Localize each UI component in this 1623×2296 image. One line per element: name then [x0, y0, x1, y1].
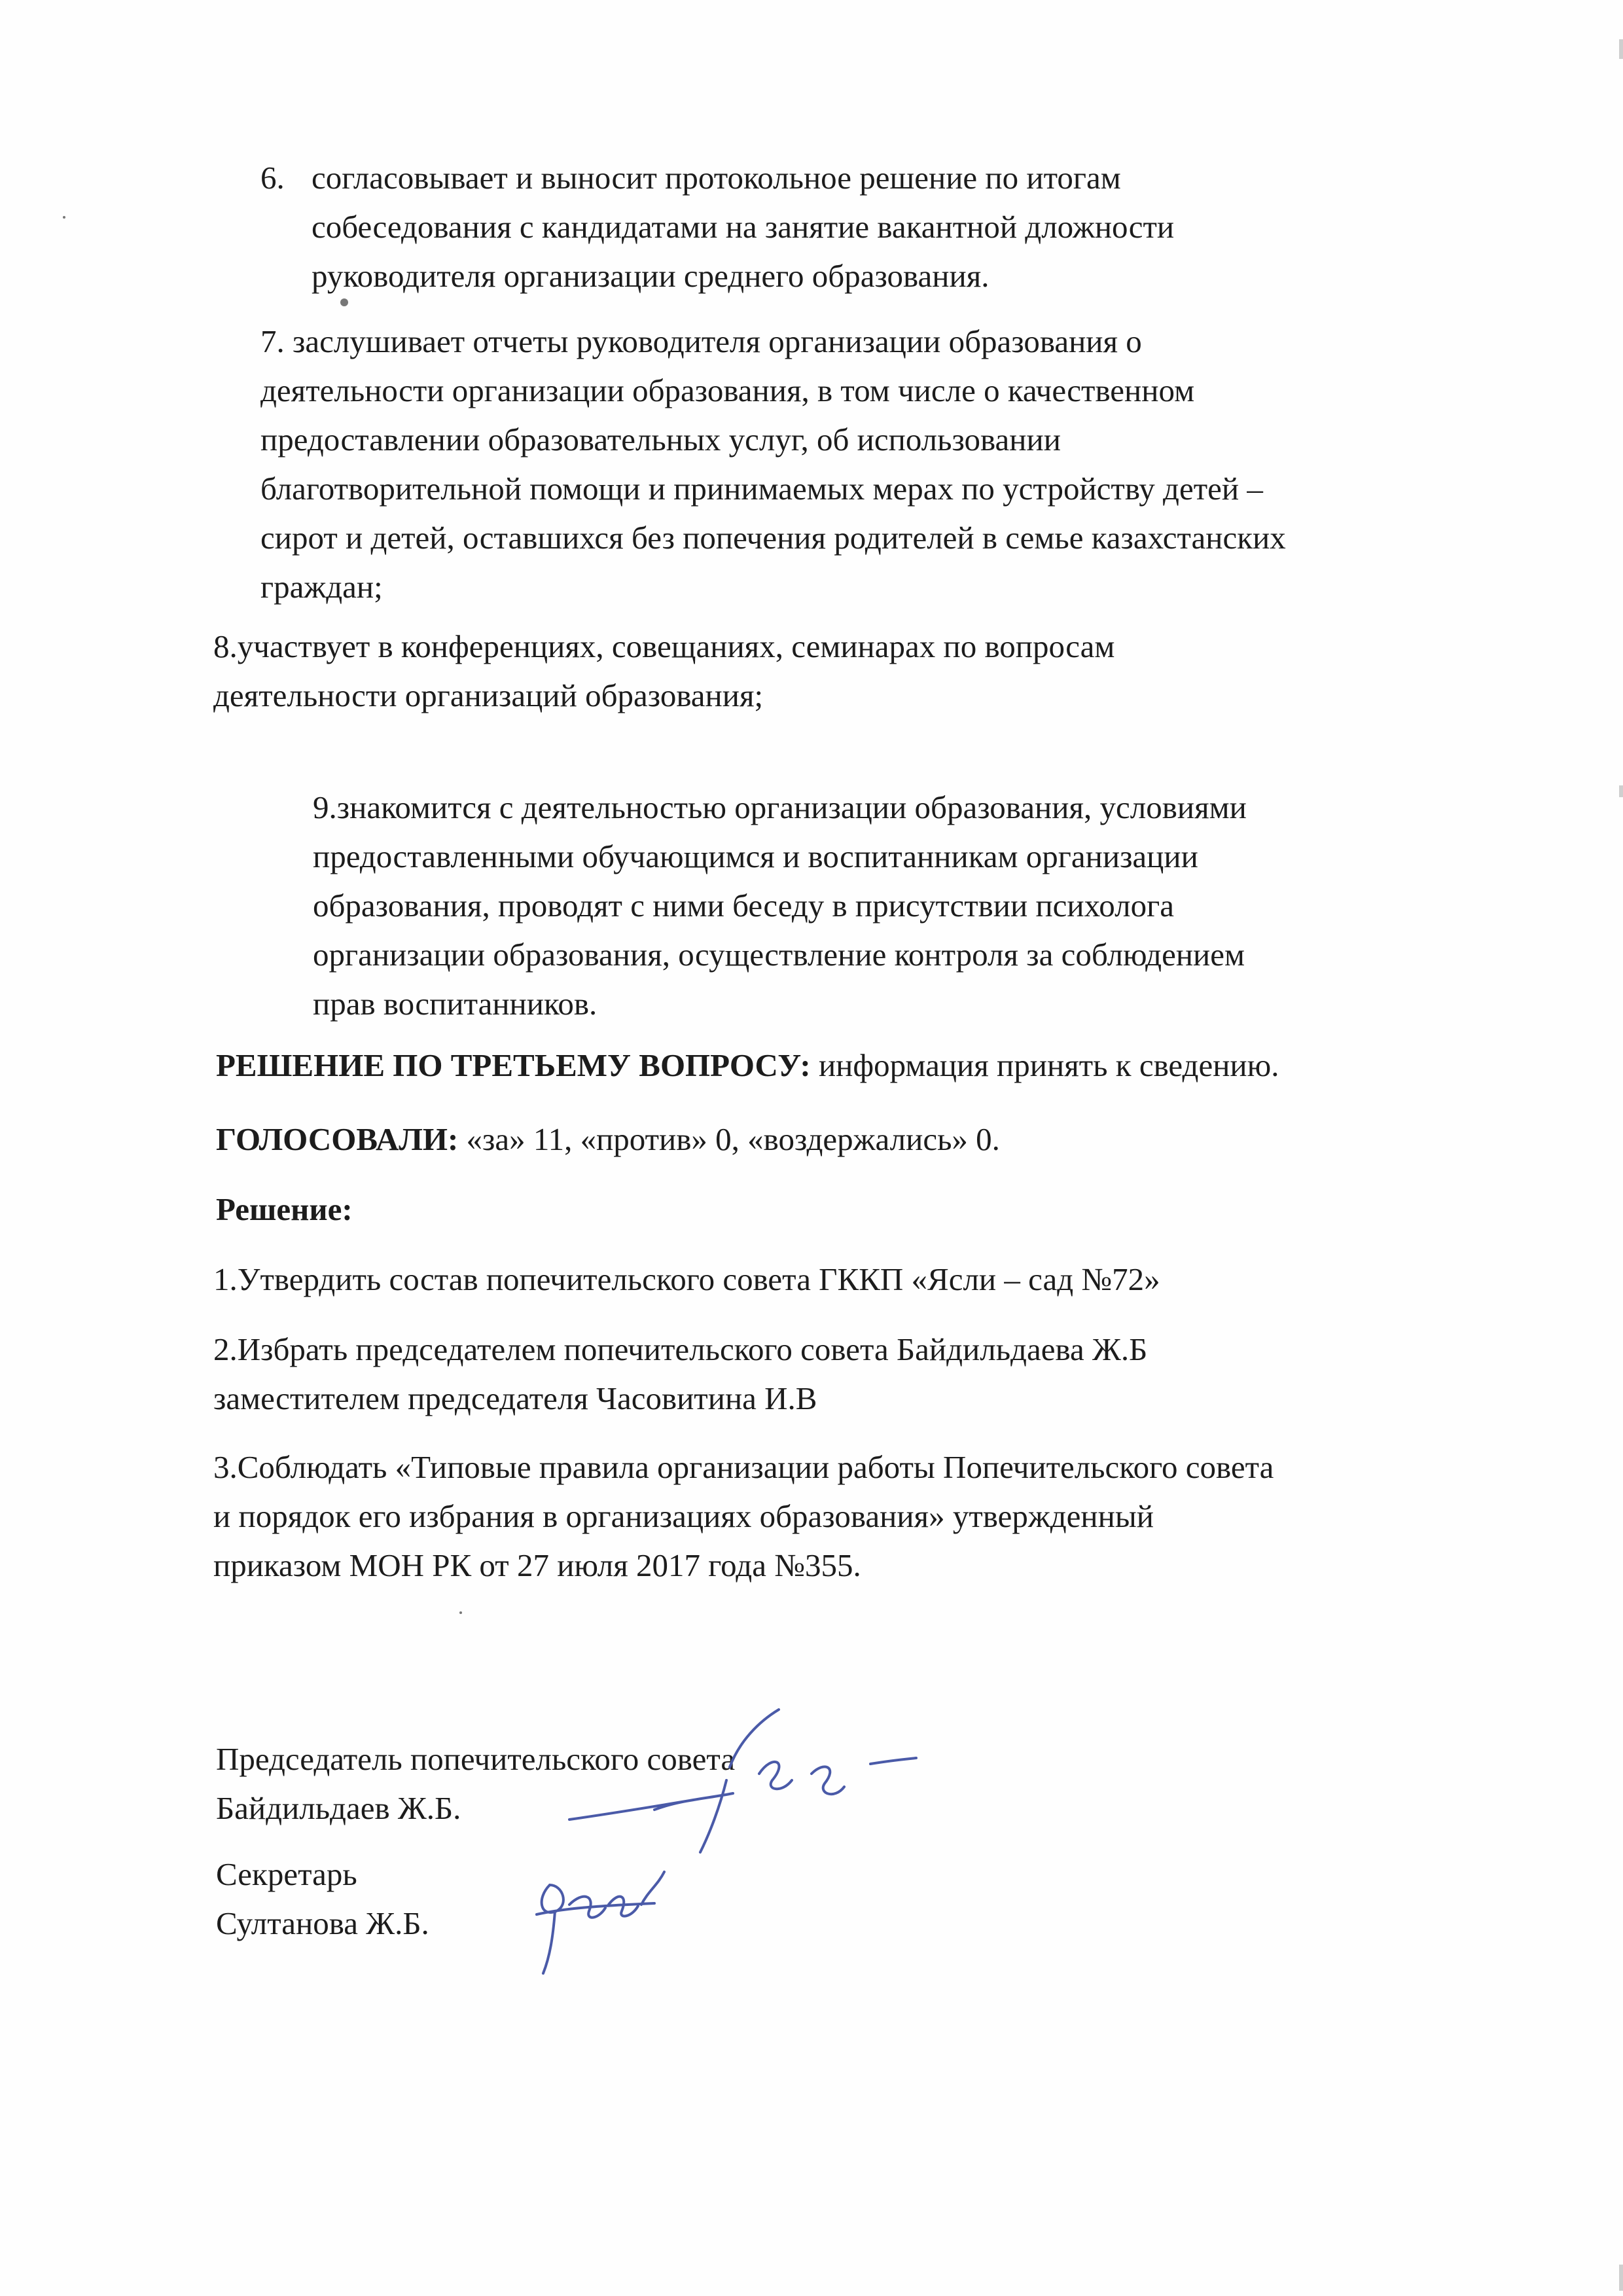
chair-handwritten-signature [563, 1702, 929, 1859]
text-line: граждан; [260, 569, 383, 605]
list-item-6 [260, 153, 1174, 300]
secretary-title: Секретарь [216, 1856, 357, 1892]
text-line: собеседования с кандидатами на занятие вакантной дложности [312, 209, 1175, 245]
vote-label: ГОЛОСОВАЛИ: [216, 1121, 459, 1157]
text-line: сирот и детей, оставшихся без попечения родителей в семье казахстанских [260, 520, 1286, 556]
vote-line [216, 1115, 1000, 1164]
scan-speck [63, 216, 65, 219]
text-line: и порядок его избрания в организациях образования» утвержденный [213, 1498, 1154, 1534]
list-item-7 [260, 317, 1286, 611]
text-line: 7. заслушивает отчеты руководителя организации образования о [260, 323, 1142, 359]
scan-speck [459, 1611, 462, 1614]
text-line: согласовывает и выносит протокольное решение по итогам [312, 160, 1121, 196]
secretary-name: Султанова Ж.Б. [216, 1905, 429, 1941]
decision-label: РЕШЕНИЕ ПО ТРЕТЬЕМУ ВОПРОСУ: [216, 1047, 811, 1083]
list-item-9 [313, 783, 1247, 1028]
text-line: деятельности организаций образования; [213, 677, 764, 713]
scan-edge-mark [1619, 39, 1623, 59]
text-line: предоставленными обучающимся и воспитанникам организации [313, 838, 1198, 874]
list-item-6-number: 6. [260, 160, 285, 196]
text-line: 2.Избрать председателем попечительского совета Байдильдаева Ж.Б [213, 1331, 1148, 1367]
scan-edge-mark [1619, 2265, 1623, 2291]
text-line: образования, проводят с ними беседу в присутствии психолога [313, 888, 1174, 924]
resolution-item-1 [213, 1255, 1160, 1304]
chair-name: Байдильдаев Ж.Б. [216, 1790, 461, 1826]
secretary-handwritten-signature [524, 1846, 681, 1977]
vote-result [216, 1115, 1000, 1164]
decision-third-question [216, 1041, 1279, 1090]
chair-title: Председатель попечительского совета [216, 1741, 736, 1777]
resolution-item-3 [213, 1443, 1274, 1590]
text-line: организации образования, осуществление контроля за соблюдением [313, 937, 1245, 973]
text-line: 3.Соблюдать «Типовые правила организации работы Попечительского совета [213, 1449, 1274, 1485]
text-line: благотворительной помощи и принимаемых мерах по устройству детей – [260, 471, 1263, 507]
text-line: деятельности организации образования, в том числе о качественном [260, 372, 1195, 408]
text-line: прав воспитанников. [313, 986, 597, 1022]
text-line: 1.Утвердить состав попечительского совета ГККП «Ясли – сад №72» [213, 1261, 1160, 1297]
text-line: приказом МОН РК от 27 июля 2017 года №355. [213, 1547, 861, 1583]
resolution-item-2 [213, 1325, 1147, 1423]
secretary-signature-block [216, 1850, 429, 1948]
decision-text: информация принять к сведению. [810, 1047, 1279, 1083]
decision-line [216, 1041, 1279, 1090]
scan-edge-mark [1619, 785, 1623, 797]
vote-text: «за» 11, «против» 0, «воздержались» 0. [458, 1121, 1000, 1157]
scan-speck [340, 298, 348, 306]
text-line: 9.знакомится с деятельностью организации образования, условиями [313, 789, 1247, 825]
list-item-6-text [312, 153, 1174, 300]
text-line: предоставлении образовательных услуг, об использовании [260, 422, 1061, 457]
text-line: 8.участвует в конференциях, совещаниях, семинарах по вопросам [213, 628, 1115, 664]
text-line: руководителя организации среднего образования. [312, 258, 990, 294]
resolution-heading: Решение: [216, 1191, 353, 1227]
text-line: заместителем председателя Часовитина И.В [213, 1380, 817, 1416]
list-item-8 [213, 622, 1115, 720]
